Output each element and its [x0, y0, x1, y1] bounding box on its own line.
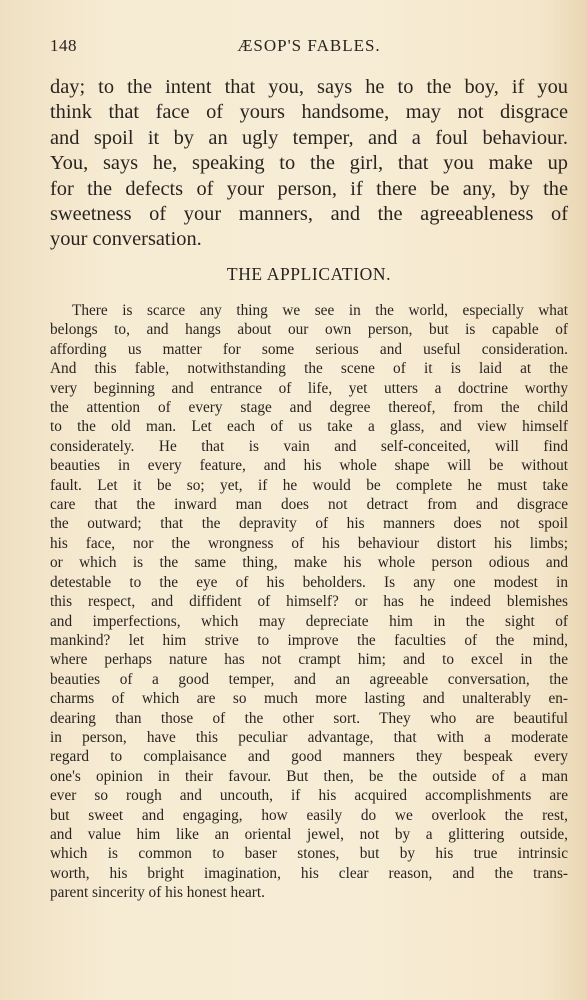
text-line: parent sincerity of his honest heart. — [50, 884, 265, 902]
application-paragraph — [50, 301, 568, 903]
text-line: And this fable, notwithstanding the scene of it is laid at the — [50, 360, 568, 378]
page-header — [50, 36, 568, 58]
text-line: where perhaps nature has not crampt him; and to excel in the — [50, 651, 568, 669]
lead-paragraph — [50, 75, 568, 253]
text-line: for the defects of your person, if there be any, by the — [50, 177, 568, 200]
text-line: very beginning and entrance of life, yet utters a doctrine worthy — [50, 379, 568, 397]
text-line: You, says he, speaking to the girl, that you make up — [50, 152, 568, 175]
text-line: regard to complaisance and good manners they bespeak every — [50, 748, 568, 766]
text-line: this respect, and diffident of himself? or has he indeed blemishes — [50, 593, 568, 611]
text-line: affording us matter for some serious and useful consideration. — [50, 340, 568, 358]
text-line: worth, his bright imagination, his clear reason, and the trans- — [50, 864, 568, 882]
text-line: and imperfections, which may depreciate him in the sight of — [50, 612, 568, 630]
text-line: beauties in every feature, and his whole shape will be without — [50, 457, 568, 475]
section-heading: THE APPLICATION. — [226, 264, 392, 284]
text-line: care that the inward man does not detract from and disgrace — [50, 496, 568, 514]
text-line: beauties of a good temper, and an agreeable conversation, the — [50, 670, 568, 688]
text-line: but sweet and engaging, how easily do we overlook the rest, — [50, 806, 568, 824]
text-line: charms of which are so much more lasting and unalterably en- — [50, 690, 568, 708]
text-line: the outward; that the depravity of his manners does not spoil — [50, 515, 568, 533]
running-title: ÆSOP'S FABLES. — [237, 36, 381, 55]
text-line: and value him like an oriental jewel, not by a glittering outside, — [50, 825, 568, 843]
text-line: the attention of every stage and degree thereof, from the child — [50, 399, 568, 417]
text-line: or which is the same thing, make his whole person odious and — [50, 554, 568, 572]
text-line: think that face of yours handsome, may not disgrace — [50, 101, 568, 124]
text-line: your conversation. — [50, 228, 202, 251]
text-line: dearing than those of the other sort. They who are beautiful — [50, 709, 568, 727]
text-line: considerately. He that is vain and self-conceited, will find — [50, 437, 568, 455]
text-line: one's opinion in their favour. But then, be the outside of a man — [50, 767, 568, 785]
text-line: mankind? let him strive to improve the faculties of the mind, — [50, 631, 568, 649]
text-line: There is scarce any thing we see in the world, especially what — [72, 302, 568, 319]
text-line: fault. Let it be so; yet, if he would be complete he must take — [50, 476, 568, 494]
text-line: and spoil it by an ugly temper, and a foul behaviour. — [50, 126, 568, 149]
text-line: to the old man. Let each of us take a glass, and view himself — [50, 418, 568, 436]
text-line: his face, nor the wrongness of his behaviour distort his limbs; — [50, 534, 568, 552]
text-line: which is common to baser stones, but by his true intrinsic — [50, 845, 568, 863]
page-number: 148 — [50, 36, 77, 55]
text-line: ever so rough and uncouth, if his acquired accomplishments are — [50, 787, 568, 805]
text-line: detestable to the eye of his beholders. Is any one modest in — [50, 573, 568, 591]
text-line: belongs to, and hangs about our own person, but is capable of — [50, 321, 568, 339]
text-line: sweetness of your manners, and the agreeableness of — [50, 203, 568, 226]
text-line: in person, have this peculiar advantage, that with a moderate — [50, 728, 568, 746]
text-line: day; to the intent that you, says he to the boy, if you — [50, 76, 568, 98]
